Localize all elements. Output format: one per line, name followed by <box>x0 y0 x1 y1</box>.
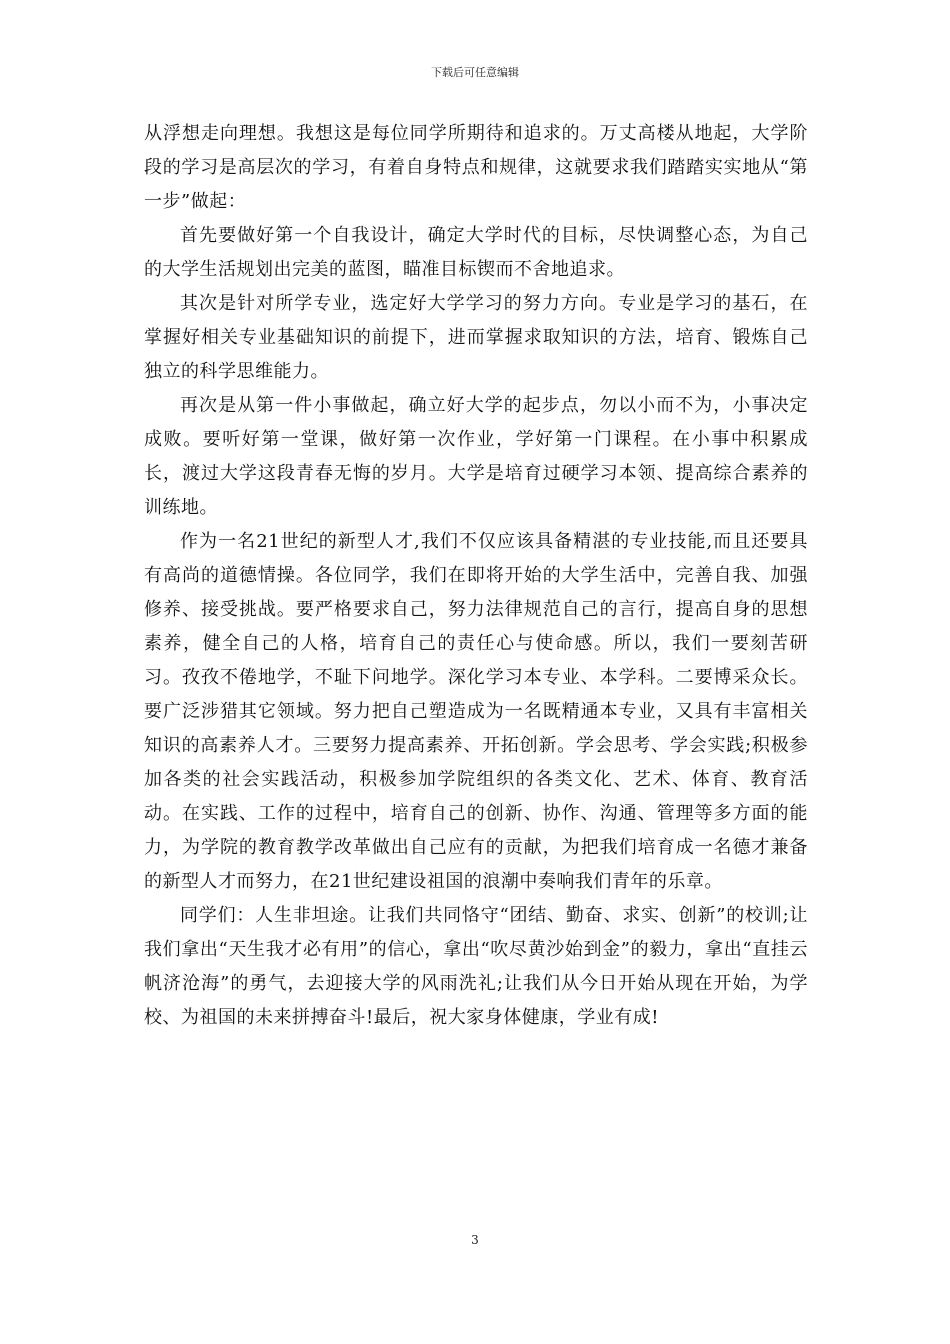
paragraph-1: 从浮想走向理想。我想这是每位同学所期待和追求的。万丈高楼从地起，大学阶段的学习是高层次的学习，有着自身特点和规律，这就要求我们踏踏实实地从“第一步”做起： <box>144 123 808 212</box>
paragraph-3: 其次是针对所学专业，选定好大学学习的努力方向。专业是学习的基石，在掌握好相关专业基础知识的前提下，进而掌握求取知识的方法，培育、锻炼自己独立的科学思维能力。 <box>144 293 808 382</box>
paragraph-4: 再次是从第一件小事做起，确立好大学的起步点，勿以小而不为，小事决定成败。要听好第一堂课，做好第一次作业，学好第一门课程。在小事中积累成长，渡过大学这段青春无悔的岁月。大学是培育过硬学习本领、提高综合素养的训练地。 <box>144 395 808 518</box>
page-number: 3 <box>471 1233 479 1247</box>
paragraph-2: 首先要做好第一个自我设计，确定大学时代的目标，尽快调整心态，为自己的大学生活规划出完美的蓝图，瞄准目标锲而不舍地追求。 <box>144 225 808 280</box>
paragraph-5: 作为一名21世纪的新型人才,我们不仅应该具备精湛的专业技能,而且还要具有高尚的道德情操。各位同学，我们在即将开始的大学生活中，完善自我、加强修养、接受挑战。要严格要求自己，努力法律规范自己的言行，提高自身的思想素养，健全自己的人格，培育自己的责任心与使命感。所以，我们一要刻苦研习。孜孜不倦地学，不耻下问地学。深化学习本专业、本学科。二要博采众长。要广泛涉猎其它领域。努力把自己塑造成为一名既精通本专业，又具有丰富相关知识的高素养人才。三要努力提高素养、开拓创新。学会思考、学会实践;积极参加各类的社会实践活动，积极参加学院组织的各类文化、艺术、体育、教育活动。在实践、工作的过程中，培育自己的创新、协作、沟通、管理等多方面的能力，为学院的教育教学改革做出自己应有的贡献，为把我们培育成一名德才兼备的新型人才而努力，在21世纪建设祖国的浪潮中奏响我们青年的乐章。 <box>144 531 808 892</box>
paragraph-6: 同学们：人生非坦途。让我们共同恪守“团结、勤奋、求实、创新”的校训;让我们拿出“天生我才必有用”的信心，拿出“吹尽黄沙始到金”的毅力，拿出“直挂云帆济沧海”的勇气，去迎接大学的风雨洗礼;让我们从今日开始从现在开始，为学校、为祖国的未来拼搏奋斗!最后，祝大家身体健康，学业有成! <box>144 905 808 1028</box>
page-header: 下载后可任意编辑 <box>431 66 519 79</box>
document-body <box>144 117 808 1035</box>
